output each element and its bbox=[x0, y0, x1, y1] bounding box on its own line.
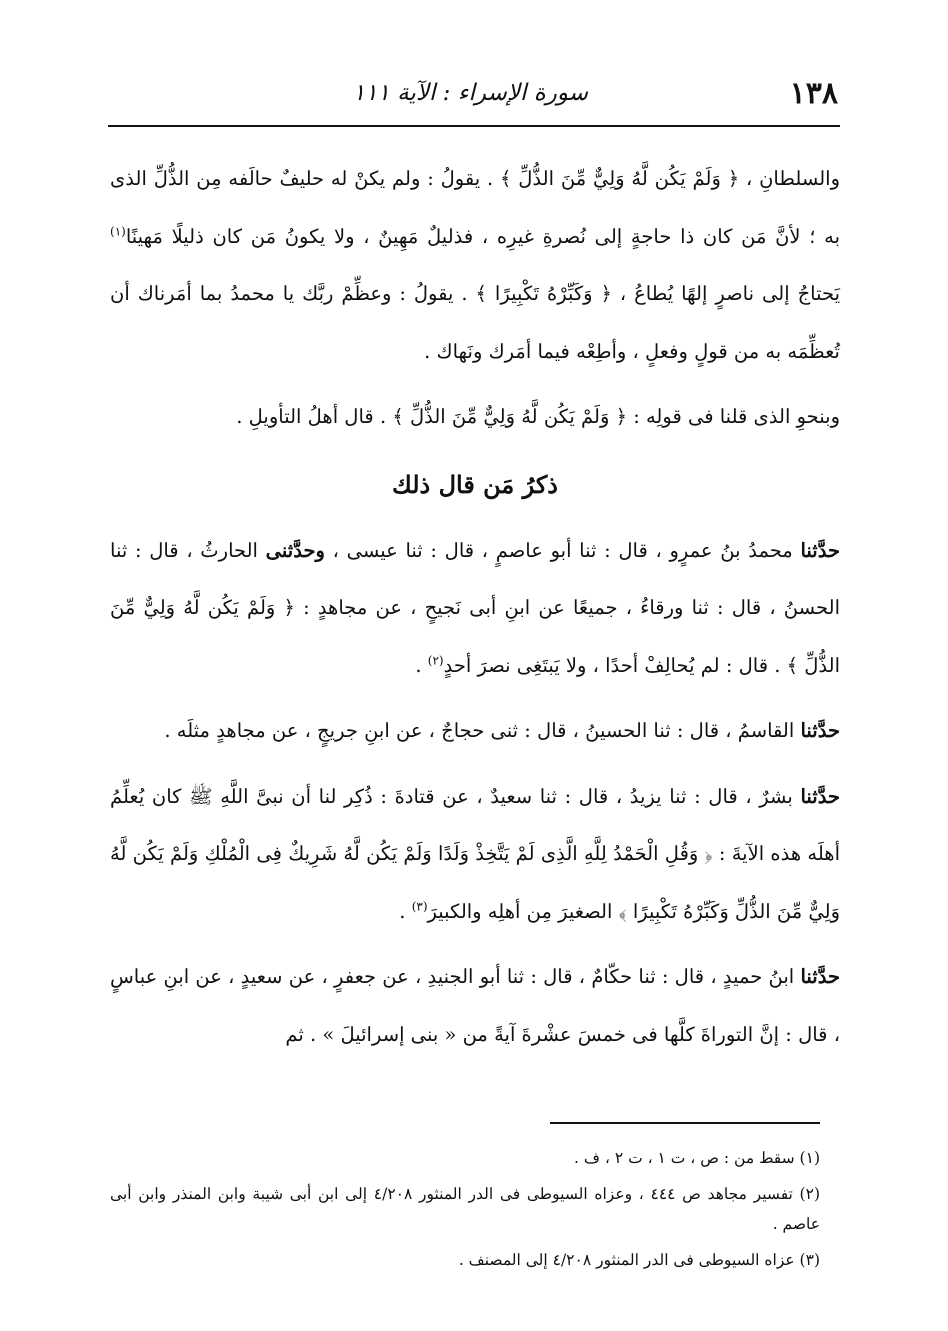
footnotes bbox=[110, 1143, 820, 1281]
paragraph-3-text-a: محمدُ بنُ عمرٍو ، قال : ثنا أبو عاصمٍ ، قال : ثنا عيسى ، bbox=[324, 538, 801, 562]
paragraph-1-text-b: يَحتاجُ إلى ناصرٍ إلهًا يُطاعُ ، ﴿ وَكَبِّرْهُ تَكْبِيرًا ﴾ . يقولُ : وعظِّمْ ربَّك يا محمدُ بما أمَرناك أن تُعظِّمَه به من قولٍ وفعلٍ ، وأطِعْه فيما أمَرك ونَهاك . bbox=[110, 282, 840, 363]
paragraph-1 bbox=[110, 150, 840, 380]
footnote-1: (١) سقط من : ص ، ت ١ ، ت ٢ ، ف . bbox=[574, 1149, 820, 1167]
paragraph-4-text: القاسمُ ، قال : ثنا الحسينُ ، قال : ثنى حجاجٌ ، عن ابنِ جريجٍ ، عن مجاهدٍ مثلَه . bbox=[164, 719, 801, 742]
page-header bbox=[110, 74, 838, 118]
paragraph-6 bbox=[110, 948, 840, 1063]
paragraph-3 bbox=[110, 522, 840, 695]
paragraph-4 bbox=[110, 702, 840, 760]
paragraph-3-lead: حدَّثنا bbox=[800, 538, 840, 562]
paragraph-4-lead: حدَّثنا bbox=[800, 719, 840, 742]
footnote-ref-2: (٢) bbox=[427, 653, 444, 667]
main-text bbox=[110, 150, 840, 1063]
paragraph-6-text: ابنُ حميدٍ ، قال : ثنا حكّامٌ ، قال : ثنا أبو الجنيدِ ، عن جعفرٍ ، عن سعيدٍ ، عن ابنِ عباسٍ ، قال : إنَّ التوراةَ كلَّها فى خمسَ عشْرةَ آيةً من « بنى إسرائيلَ » . ثم bbox=[110, 965, 840, 1046]
page-number: ١٣٨ bbox=[789, 76, 838, 111]
paragraph-3-text-b: الحارثُ ، قال : ثنا الحسنُ ، قال : ثنا ورقاءُ ، جميعًا عن ابنِ أبى نَجيحٍ ، عن مجاهدٍ : ﴿ وَلَمْ يَكُن لَّهُ وَلِيٌّ مِّنَ الذُّلِّ ﴾ . قال : لم يُحالِفْ أحدًا ، ولا يَبتَغِى نصرَ أحدٍ bbox=[110, 538, 840, 677]
paragraph-5 bbox=[110, 768, 840, 941]
header-rule bbox=[108, 125, 840, 127]
footnote-3: (٣) عزاه السيوطى فى الدر المنثور ٤/٢٠٨ إلى المصنف . bbox=[458, 1251, 820, 1269]
paragraph-6-lead: حدَّثنا bbox=[800, 965, 840, 988]
section-heading: ذكرُ مَن قال ذلك bbox=[392, 469, 558, 499]
paragraph-2: وبنحوِ الذى قلنا فى قولِه : ﴿ وَلَمْ يَكُن لَّهُ وَلِيٌّ مِّنَ الذُّلِّ ﴾ . قال أهلُ التأويلِ . bbox=[236, 405, 840, 428]
paragraph-3-lead-2: وحدَّثنى bbox=[265, 538, 325, 562]
running-title: سورة الإسراء : الآية ١١١ bbox=[352, 80, 588, 106]
footnote-rule bbox=[550, 1122, 820, 1124]
footnote-ref-1: (١) bbox=[110, 224, 126, 238]
paragraph-5-text-b: . bbox=[399, 899, 412, 923]
paragraph-5-lead: حدَّثنا bbox=[800, 784, 840, 808]
paragraph-1-text-a: والسلطانِ ، ﴿ وَلَمْ يَكُن لَّهُ وَلِيٌّ مِّنَ الذُّلِّ ﴾ . يقولُ : ولم يكنْ له حليفٌ حالَفه مِن الذُّلِّ الذى به ؛ لأنَّ مَن كان ذا حاجةٍ إلى نُصرةِ غيرِه ، فذليلٌ مَهِينٌ ، ولا يكونُ مَن كان ذليلًا مَهينًا bbox=[110, 167, 840, 248]
footnote-ref-3: (٣) bbox=[411, 899, 428, 913]
paragraph-3-text-c: . bbox=[415, 653, 428, 677]
paragraph-5-text-a: بشرٌ ، قال : ثنا يزيدُ ، قال : ثنا سعيدٌ ، عن قتادةَ : ذُكِر لنا أن نبىَّ اللَّهِ ﷺ كان يُعلِّمُ أهلَه هذه الآيةَ : ﴿ وَقُلِ الْحَمْدُ لِلَّهِ الَّذِى لَمْ يَتَّخِذْ وَلَدًا وَلَمْ يَكُن لَّهُ شَرِيكٌ فِى الْمُلْكِ وَلَمْ يَكُن لَّهُ وَلِيٌّ مِّنَ الذُّلِّ وَكَبِّرْهُ تَكْبِيرًا ﴾ الصغيرَ مِن أهلِه والكبيرَ bbox=[110, 784, 840, 923]
footnote-2: (٢) تفسير مجاهد ص ٤٤٤ ، وعزاه السيوطى فى الدر المنثور ٤/٢٠٨ إلى ابن أبى شيبة وابن المنذر وابن أبى عاصم . bbox=[110, 1185, 820, 1233]
